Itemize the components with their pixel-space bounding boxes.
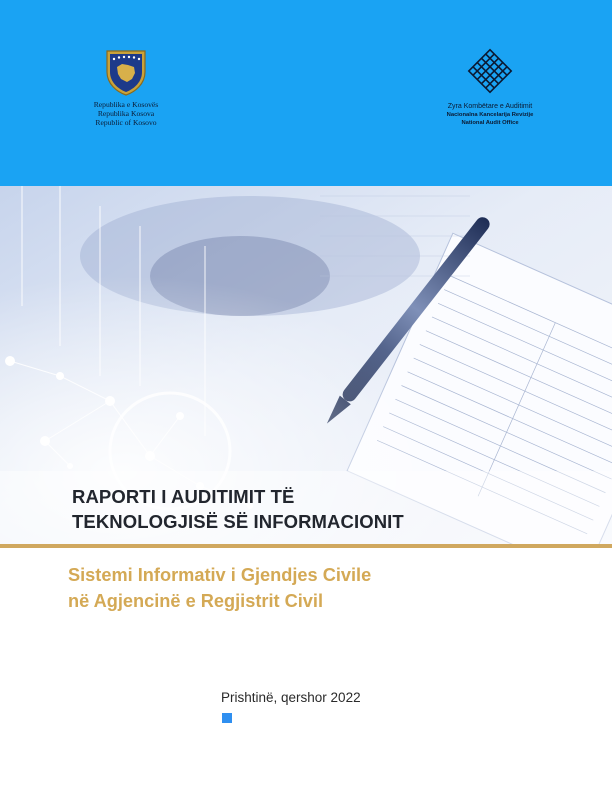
- report-subtitle-line-2: në Agjencinë e Regjistrit Civil: [68, 591, 324, 611]
- report-title-line-1: RAPORTI I AUDITIMIT TË: [72, 486, 295, 507]
- gov-name-english: Republic of Kosovo: [95, 118, 157, 127]
- audit-office-name-english: National Audit Office: [461, 120, 519, 126]
- report-subtitle-line-1: Sistemi Informativ i Gjendjes Civile: [68, 565, 372, 585]
- audit-office-name-serbian: Nacionalna Kancelarija Revizije: [446, 112, 534, 118]
- report-title-line-2: TEKNOLOGJISË SË INFORMACIONIT: [72, 511, 404, 532]
- gov-name-albanian: Republika e Kosovës: [93, 100, 159, 109]
- blue-square-marker: [222, 713, 232, 723]
- audit-office-name: Zyra Kombëtare e Auditimit: [447, 103, 533, 110]
- gov-name-serbian: Republika Kosova: [97, 109, 155, 118]
- header-band: [0, 0, 612, 186]
- place-and-date: Prishtinë, qershor 2022: [221, 690, 361, 705]
- national-audit-office-emblem-icon: [467, 48, 513, 94]
- kosovo-coat-of-arms-icon: [104, 48, 148, 96]
- audit-office-logo: [430, 48, 550, 127]
- report-title: [72, 484, 592, 534]
- kosovo-government-logo: [80, 48, 172, 127]
- report-subtitle: [68, 562, 588, 614]
- gold-divider: [0, 544, 612, 548]
